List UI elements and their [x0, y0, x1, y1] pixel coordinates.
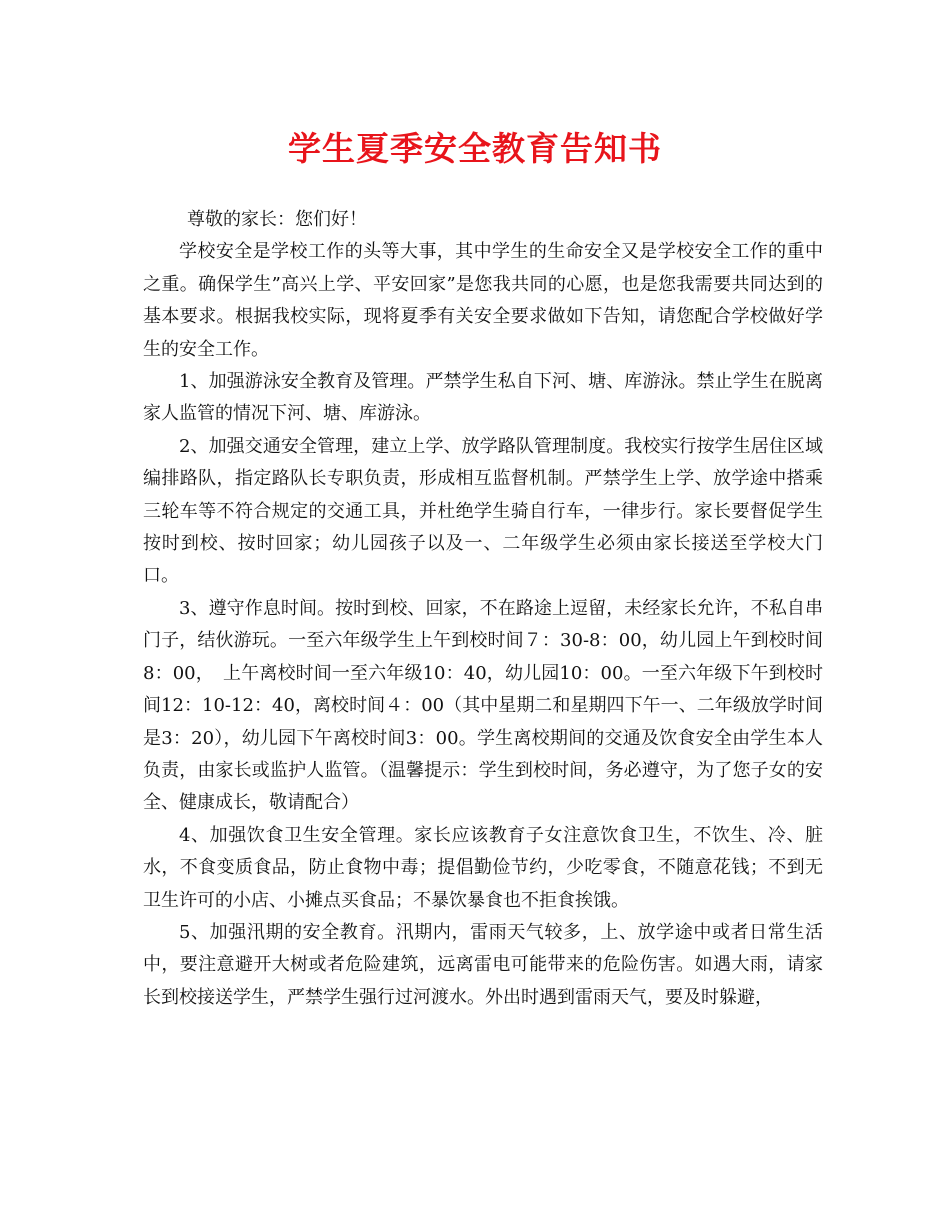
- item-5-flood-paragraph: 5、加强汛期的安全教育。汛期内，雷雨天气较多，上、放学途中或者日常生活中，要注意避开大树或者危险建筑，远离雷电可能带来的危险伤害。如遇大雨，请家长到校接送学生，严禁学生强行过河渡水。外出时遇到雷雨天气，要及时躲避，: [143, 921, 823, 1008]
- greeting-line: 尊敬的家长：您们好！: [187, 209, 367, 230]
- item-4-food-paragraph: 4、加强饮食卫生安全管理。家长应该教育子女注意饮食卫生，不饮生、冷、脏水，不食变质食品，防止食物中毒；提倡勤俭节约，少吃零食，不随意花钱；不到无卫生许可的小店、小摊点买食品；不暴饮暴食也不拒食挨饿。: [143, 824, 823, 911]
- document-title: 学生夏季安全教育告知书: [288, 129, 662, 168]
- item-3-schedule-paragraph: 3、遵守作息时间。按时到校、回家，不在路途上逗留，未经家长允许，不私自串门子，结伙游玩。一至六年级学生上午到校时间７：30-8：00，幼儿园上午到校时间8：00， 上午离校时间一至六年级10：40，幼儿园10：00。一至六年级下午到校时间12：10-12：40，离校时间４：00（其中星期二和星期四下午一、二年级放学时间是3：20），幼儿园下午离校时间3：00。学生离校期间的交通及饮食安全由学生本人负责，由家长或监护人监管。（温馨提示：学生到校时间，务必遵守，为了您子女的安全、健康成长，敬请配合）: [143, 597, 823, 814]
- intro-paragraph: 学校安全是学校工作的头等大事，其中学生的生命安全又是学校安全工作的重中之重。确保学生”高兴上学、平安回家”是您我共同的心愿，也是您我需要共同达到的基本要求。根据我校实际，现将夏季有关安全要求做如下告知，请您配合学校做好学生的安全工作。: [143, 241, 823, 360]
- item-1-swimming-paragraph: 1、加强游泳安全教育及管理。严禁学生私自下河、塘、库游泳。禁止学生在脱离家人监管的情况下河、塘、库游泳。: [143, 371, 823, 425]
- item-2-traffic-paragraph: 2、加强交通安全管理，建立上学、放学路队管理制度。我校实行按学生居住区域编排路队，指定路队长专职负责，形成相互监督机制。严禁学生上学、放学途中搭乘三轮车等不符合规定的交通工具，并杜绝学生骑自行车，一律步行。家长要督促学生按时到校、按时回家；幼儿园孩子以及一、二年级学生必须由家长接送至学校大门口。: [143, 435, 823, 587]
- document-body: [143, 204, 823, 1014]
